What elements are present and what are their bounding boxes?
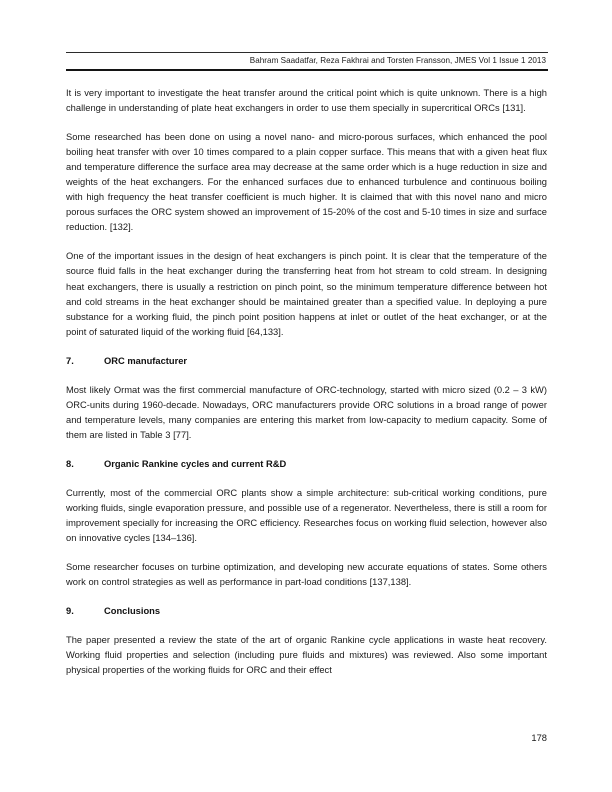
- section-title-8: Organic Rankine cycles and current R&D: [104, 458, 287, 469]
- paragraph-2: Some researched has been done on using a novel nano- and micro-porous surfaces, which enhanced the pool boiling heat transfer with over 10 times compared to a plain copper surface. This means that with a given heat flux and temperature difference the surface area may decrease at the same order which is a huge reduction in size and weights of the heat exchangers. For the enhanced surfaces due to enhanced turbulence and continuous boiling with high frequency the heat transfer coefficient is much higher. It is claimed that with this novel nano and micro porous surfaces the ORC system showed an improvement of 15-20% of the cost and 5-10 times in size and surface reduction. [132].: [66, 132, 547, 233]
- body-text-column: [66, 86, 547, 678]
- paragraph-3: One of the important issues in the design of heat exchangers is pinch point. It is clear that the temperature of the source fluid falls in the heat exchanger during the transferring heat from hot stream to cold stream. In designing heat exchangers, there is usually a restriction on pinch point, so the minimum temperature difference between hot and cold streams in the heat exchanger should be maintained greater than a specified value. In deploying a pure substance for a working fluid, the pinch point position happens at inlet or outlet of the heat exchanger, or at the point of saturated liquid of the working fluid [64,133].: [66, 251, 547, 337]
- paragraph-6: Some researcher focuses on turbine optimization, and developing new accurate equations of states. Some others work on control strategies as well as performance in part-load conditions [137,138].: [66, 562, 547, 588]
- section-number-9: 9.: [66, 606, 74, 617]
- page-number: 178: [531, 733, 547, 743]
- paragraph-5: Currently, most of the commercial ORC plants show a simple architecture: sub-critical working conditions, pure working fluids, single evaporation pressure, and possible use of a regenerator. Nevertheless, there is still a room for improvement specially for increasing the ORC efficiency. Researches focus on working fluid selection, however also on innovative cycles [134–136].: [66, 487, 547, 544]
- section-title-9: Conclusions: [104, 606, 161, 617]
- section-heading-7: [66, 354, 547, 369]
- paragraph-1: It is very important to investigate the heat transfer around the critical point which is quite unknown. There is a high challenge in understanding of plate heat exchangers in order to use them specially in supercritical ORCs [131].: [66, 88, 547, 114]
- section-number-8: 8.: [66, 458, 74, 469]
- section-heading-8: [66, 457, 547, 472]
- section-number-7: 7.: [66, 355, 74, 366]
- running-header: [66, 52, 548, 71]
- running-header-text: Bahram Saadatfar, Reza Fakhrai and Torsten Fransson, JMES Vol 1 Issue 1 2013: [249, 56, 546, 65]
- header-rule-bottom: [66, 69, 548, 71]
- paragraph-7: The paper presented a review the state of the art of organic Rankine cycle applications in waste heat recovery. Working fluid properties and selection (including pure fluids and mixtures) was reviewed. Also some important physical properties of the working fluids for ORC and their effect: [66, 635, 547, 676]
- section-heading-9: [66, 604, 547, 619]
- paragraph-4: Most likely Ormat was the first commercial manufacture of ORC-technology, started with micro sized (0.2 – 3 kW) ORC-units during 1960-decade. Nowadays, ORC manufacturers provide ORC solutions in a broad range of power and temperature levels, many companies are entering this market from low-capacity to medium capacity. Some of them are listed in Table 3 [77].: [66, 384, 547, 440]
- section-title-7: ORC manufacturer: [104, 355, 188, 366]
